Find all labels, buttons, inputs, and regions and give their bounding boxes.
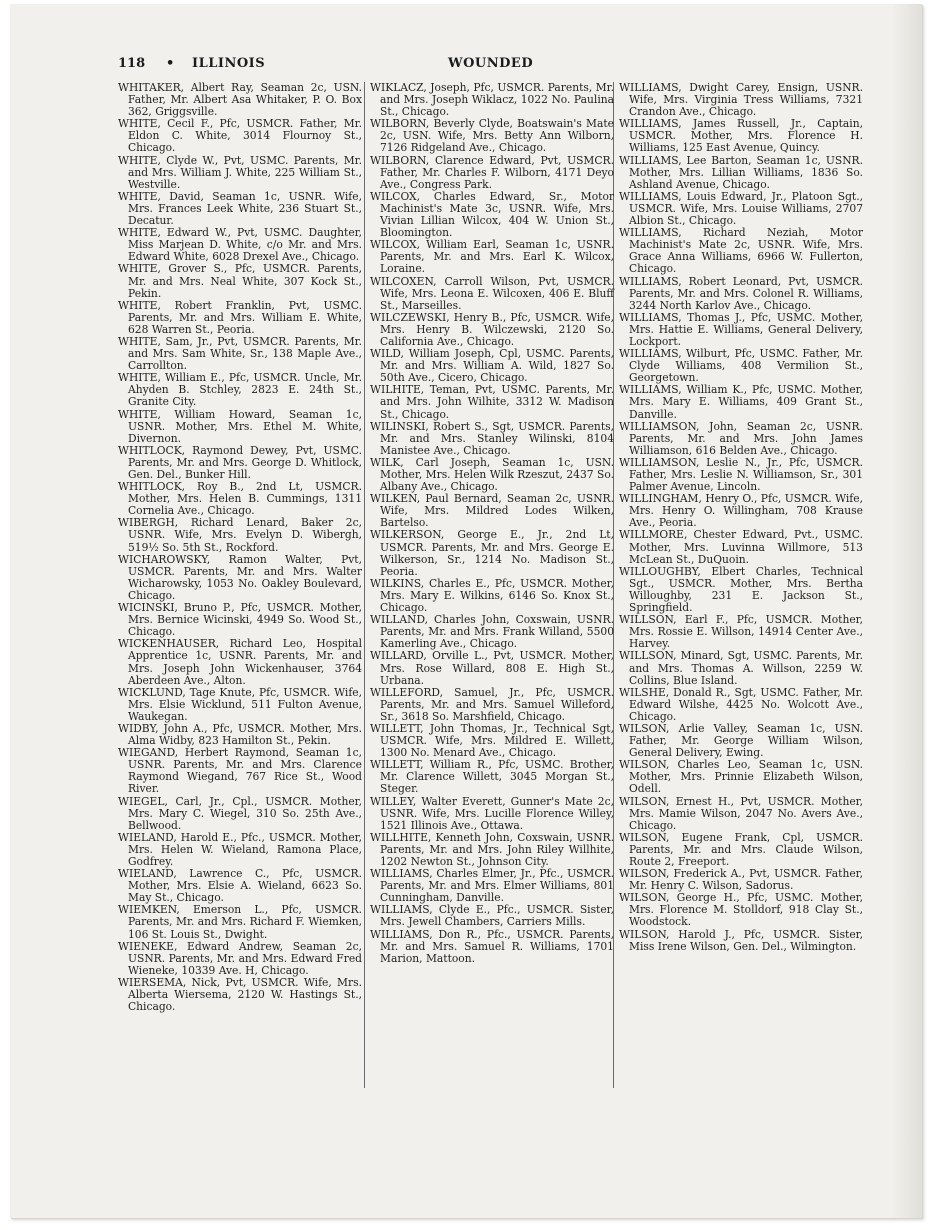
list-entry: WHITE, Clyde W., Pvt, USMC. Parents, Mr. and Mrs. William J. White, 225 William St., Westville. — [118, 153, 362, 191]
page-number: 118 — [118, 56, 146, 71]
list-entry: WIEGAND, Herbert Raymond, Seaman 1c, USNR. Parents, Mr. and Mrs. Clarence Raymond Wiegand, 767 Rice St., Wood River. — [118, 746, 362, 796]
list-entry: WHITE, Sam, Jr., Pvt, USMCR. Parents, Mr. and Mrs. Sam White, Sr., 138 Maple Ave., Carrollton. — [118, 334, 362, 373]
page-header — [118, 56, 870, 78]
list-entry: WILCZEWSKI, Henry B., Pfc, USMCR. Wife, Mrs. Henry B. Wilczewski, 2120 So. California Ave., Chicago. — [370, 310, 614, 348]
column-divider-1 — [364, 82, 365, 1088]
list-entry: WILLIAMS, James Russell, Jr., Captain, USMCR. Mother, Mrs. Florence H. Williams, 125 East Avenue, Quincy. — [619, 117, 863, 155]
list-entry: WHITE, Robert Franklin, Pvt, USMC. Parents, Mr. and Mrs. William E. White, 628 Warren St., Peoria. — [118, 298, 362, 336]
list-entry: WHITE, William E., Pfc, USMCR. Uncle, Mr. Ahyden B. Stchley, 2823 E. 24th St., Granite City. — [118, 371, 362, 409]
list-entry: WILLIAMS, Richard Neziah, Motor Machinist's Mate 2c, USNR. Wife, Mrs. Grace Anna Williams, 6966 W. Fullerton, Chicago. — [619, 226, 863, 276]
list-entry: WILLEY, Walter Everett, Gunner's Mate 2c, USNR. Wife, Mrs. Lucille Florence Willey, 1521 Illinois Ave., Ottawa. — [370, 794, 614, 832]
list-entry: WILLAND, Charles John, Coxswain, USNR. Parents, Mr. and Mrs. Frank Willand, 5500 Kamerling Ave., Chicago. — [370, 613, 614, 651]
list-entry: WILLETT, John Thomas, Jr., Technical Sgt, USMCR. Wife, Mrs. Mildred E. Willett, 1300 No. Menard Ave., Chicago. — [370, 721, 614, 760]
list-entry: WILLARD, Orville L., Pvt, USMCR. Mother, Mrs. Rose Willard, 808 E. High St., Urbana. — [370, 649, 614, 687]
column-2 — [370, 82, 614, 965]
list-entry: WILLIAMS, Louis Edward, Jr., Platoon Sgt., USMCR. Wife, Mrs. Louise Williams, 2707 Albion St., Chicago. — [619, 189, 863, 228]
list-entry: WICKENHAUSER, Richard Leo, Hospital Apprentice 1c, USNR. Parents, Mr. and Mrs. Joseph John Wickenhauser, 3764 Aberdeen Ave., Alton. — [118, 637, 362, 687]
list-entry: WILLEFORD, Samuel, Jr., Pfc, USMCR. Parents, Mr. and Mrs. Samuel Willeford, Sr., 3618 So. Marshfield, Chicago. — [370, 685, 614, 723]
list-entry: WILLIAMS, Charles Elmer, Jr., Pfc., USMCR. Parents, Mr. and Mrs. Elmer Williams, 801 Cunningham, Danville. — [370, 867, 614, 905]
list-entry: WILK, Carl Joseph, Seaman 1c, USN. Mother, Mrs. Helen Wilk Rzeszut, 2437 So. Albany Ave., Chicago. — [370, 455, 614, 494]
list-entry: WILLIAMSON, Leslie N., Jr., Pfc, USMCR. Father, Mrs. Leslie N. Williamson, Sr., 301 Palmer Avenue, Lincoln. — [619, 455, 863, 494]
list-entry: WILLIAMS, Lee Barton, Seaman 1c, USNR. Mother, Mrs. Lillian Williams, 1836 So. Ashland Avenue, Chicago. — [619, 153, 863, 191]
list-entry: WILLIAMS, Dwight Carey, Ensign, USNR. Wife, Mrs. Virginia Tress Williams, 7321 Crandon Ave., Chicago. — [619, 81, 863, 119]
list-entry: WILLSON, Minard, Sgt, USMC. Parents, Mr. and Mrs. Thomas A. Willson, 2259 W. Collins, Blue Island. — [619, 649, 863, 687]
list-entry: WIDBY, John A., Pfc, USMCR. Mother, Mrs. Alma Widby, 823 Hamilton St., Pekin. — [118, 721, 362, 748]
header-bullet: • — [166, 56, 175, 71]
list-entry: WILSON, Arlie Valley, Seaman 1c, USN. Father, Mr. George William Wilson, General Delivery, Ewing. — [619, 721, 863, 760]
list-entry: WILCOX, William Earl, Seaman 1c, USNR. Parents, Mr. and Mrs. Earl K. Wilcox, Loraine. — [370, 238, 614, 276]
state-name: ILLINOIS — [192, 56, 266, 71]
list-entry: WILLHITE, Kenneth John, Coxswain, USNR. Parents, Mr. and Mrs. John Riley Willhite, 1202 Newton St., Johnson City. — [370, 830, 614, 868]
list-entry: WILSHE, Donald R., Sgt, USMC. Father, Mr. Edward Wilshe, 4425 No. Wolcott Ave., Chicago. — [619, 685, 863, 723]
list-entry: WHITE, Grover S., Pfc, USMCR. Parents, Mr. and Mrs. Neal White, 307 Kock St., Pekin. — [118, 262, 362, 300]
list-entry: WILLIAMS, Robert Leonard, Pvt, USMCR. Parents, Mr. and Mrs. Colonel R. Williams, 3244 North Karlov Ave., Chicago. — [619, 274, 863, 312]
list-entry: WILSON, Ernest H., Pvt, USMCR. Mother, Mrs. Mamie Wilson, 2047 No. Avers Ave., Chicago. — [619, 794, 863, 832]
list-entry: WIBERGH, Richard Lenard, Baker 2c, USNR. Wife, Mrs. Evelyn D. Wibergh, 519½ So. 5th St., Rockford. — [118, 516, 362, 554]
list-entry: WICINSKI, Bruno P., Pfc, USMCR. Mother, Mrs. Bernice Wicinski, 4949 So. Wood St., Chicago. — [118, 601, 362, 639]
list-entry: WILLIAMSON, John, Seaman 2c, USNR. Parents, Mr. and Mrs. John James Williamson, 616 Belden Ave., Chicago. — [619, 419, 863, 457]
list-entry: WIENEKE, Edward Andrew, Seaman 2c, USNR. Parents, Mr. and Mrs. Edward Fred Wieneke, 10339 Ave. H, Chicago. — [118, 939, 362, 977]
list-entry: WILLETT, William R., Pfc, USMC. Brother, Mr. Clarence Willett, 3045 Morgan St., Steger. — [370, 758, 614, 796]
list-entry: WILCOXEN, Carroll Wilson, Pvt, USMCR. Wife, Mrs. Leona E. Wilcoxen, 406 E. Bluff St., Marseilles. — [370, 274, 614, 312]
list-entry: WIEMKEN, Emerson L., Pfc, USMCR. Parents, Mr. and Mrs. Richard F. Wiemken, 106 St. Louis St., Dwight. — [118, 903, 362, 941]
list-entry: WILINSKI, Robert S., Sgt, USMCR. Parents, Mr. and Mrs. Stanley Wilinski, 8104 Manistee Ave., Chicago. — [370, 419, 614, 457]
list-entry: WILCOX, Charles Edward, Sr., Motor Machinist's Mate 3c, USNR. Wife, Mrs. Vivian Lillian Wilcox, 404 W. Union St., Bloomington. — [370, 189, 614, 240]
list-entry: WILLIAMS, Thomas J., Pfc, USMC. Mother, Mrs. Hattie E. Williams, General Delivery, Lockport. — [619, 310, 863, 348]
list-entry: WILKERSON, George E., Jr., 2nd Lt, USMCR. Parents, Mr. and Mrs. George E. Wilkerson, Sr., 1214 No. Madison St., Peoria. — [370, 528, 614, 578]
list-entry: WILD, William Joseph, Cpl, USMC. Parents, Mr. and Mrs. William A. Wild, 1827 So. 50th Ave., Cicero, Chicago. — [370, 347, 614, 385]
list-entry: WILLMORE, Chester Edward, Pvt., USMC. Mother, Mrs. Luvinna Willmore, 513 McLean St., DuQuoin. — [619, 528, 863, 566]
list-entry: WICKLUND, Tage Knute, Pfc, USMCR. Wife, Mrs. Elsie Wicklund, 511 Fulton Avenue, Waukegan. — [118, 685, 362, 723]
list-entry: WILSON, George H., Pfc, USMC. Mother, Mrs. Florence M. Stolldorf, 918 Clay St., Woodstock. — [619, 891, 863, 929]
list-entry: WILHITE, Teman, Pvt, USMC. Parents, Mr. and Mrs. John Wilhite, 3312 W. Madison St., Chicago. — [370, 383, 614, 421]
list-entry: WILLIAMS, William K., Pfc, USMC. Mother, Mrs. Mary E. Williams, 409 Grant St., Danville. — [619, 383, 863, 421]
list-entry: WILBORN, Beverly Clyde, Boatswain's Mate 2c, USN. Wife, Mrs. Betty Ann Wilborn, 7126 Ridgeland Ave., Chicago. — [370, 117, 614, 155]
list-entry: WILLIAMS, Clyde E., Pfc., USMCR. Sister, Mrs. Jewell Chambers, Carriers Mills. — [370, 903, 614, 929]
column-3 — [619, 82, 863, 953]
list-entry: WHITE, Cecil F., Pfc, USMCR. Father, Mr. Eldon C. White, 3014 Flournoy St., Chicago. — [118, 117, 362, 155]
list-entry: WHITLOCK, Raymond Dewey, Pvt, USMC. Parents, Mr. and Mrs. George D. Whitlock, Gen. Del., Bunker Hill. — [118, 443, 362, 481]
list-entry: WIKLACZ, Joseph, Pfc, USMCR. Parents, Mr. and Mrs. Joseph Wiklacz, 1022 No. Paulina St., Chicago. — [370, 81, 614, 119]
list-entry: WILBORN, Clarence Edward, Pvt, USMCR. Father, Mr. Charles F. Wilborn, 4171 Deyo Ave., Congress Park. — [370, 153, 614, 191]
list-entry: WIELAND, Harold E., Pfc., USMCR. Mother, Mrs. Helen W. Wieland, Ramona Place, Godfrey. — [118, 830, 362, 868]
list-entry: WIELAND, Lawrence C., Pfc, USMCR. Mother, Mrs. Elsie A. Wieland, 6623 So. May St., Chicago. — [118, 867, 362, 905]
list-entry: WILSON, Frederick A., Pvt, USMCR. Father, Mr. Henry C. Wilson, Sadorus. — [619, 867, 863, 893]
list-entry: WILKEN, Paul Bernard, Seaman 2c, USNR. Wife, Mrs. Mildred Lodes Wilken, Bartelso. — [370, 492, 614, 530]
list-entry: WIERSEMA, Nick, Pvt, USMCR. Wife, Mrs. Alberta Wiersema, 2120 W. Hastings St., Chicago. — [118, 975, 362, 1014]
page-edge-shading — [892, 4, 922, 1218]
list-entry: WHITAKER, Albert Ray, Seaman 2c, USN. Father, Mr. Albert Asa Whitaker, P. O. Box 362, Griggsville. — [118, 81, 362, 119]
list-entry: WHITE, Edward W., Pvt, USMC. Daughter, Miss Marjean D. White, c/o Mr. and Mrs. Edward White, 6028 Drexel Ave., Chicago. — [118, 226, 362, 264]
list-entry: WILSON, Charles Leo, Seaman 1c, USN. Mother, Mrs. Prinnie Elizabeth Wilson, Odell. — [619, 758, 863, 796]
list-entry: WILLINGHAM, Henry O., Pfc, USMCR. Wife, Mrs. Henry O. Willingham, 708 Krause Ave., Peoria. — [619, 492, 863, 530]
column-1 — [118, 82, 362, 1013]
list-entry: WILKINS, Charles E., Pfc, USMCR. Mother, Mrs. Mary E. Wilkins, 6146 So. Knox St., Chicago. — [370, 576, 614, 615]
list-entry: WILLIAMS, Wilburt, Pfc, USMC. Father, Mr. Clyde Williams, 408 Vermilion St., Georgetown. — [619, 347, 863, 385]
list-entry: WILLIAMS, Don R., Pfc., USMCR. Parents, Mr. and Mrs. Samuel R. Williams, 1701 Marion, Mattoon. — [370, 927, 614, 965]
list-entry: WHITLOCK, Roy B., 2nd Lt, USMCR. Mother, Mrs. Helen B. Cummings, 1311 Cornelia Ave., Chicago. — [118, 480, 362, 518]
section-title: WOUNDED — [448, 56, 534, 71]
list-entry: WILSON, Harold J., Pfc, USMCR. Sister, Miss Irene Wilson, Gen. Del., Wilmington. — [619, 927, 863, 953]
list-entry: WIEGEL, Carl, Jr., Cpl., USMCR. Mother, Mrs. Mary C. Wiegel, 310 So. 25th Ave., Bellwood. — [118, 794, 362, 832]
list-entry: WHITE, David, Seaman 1c, USNR. Wife, Mrs. Frances Leek White, 236 Stuart St., Decatur. — [118, 189, 362, 228]
list-entry: WILLOUGHBY, Elbert Charles, Technical Sgt., USMCR. Mother, Mrs. Bertha Willoughby, 231 E. Jackson St., Springfield. — [619, 564, 863, 615]
list-entry: WILLSON, Earl F., Pfc, USMCR. Mother, Mrs. Rossie E. Willson, 14914 Center Ave., Harvey. — [619, 613, 863, 651]
list-entry: WICHAROWSKY, Ramon Walter, Pvt, USMCR. Parents, Mr. and Mrs. Walter Wicharowsky, 1053 No. Oakley Boulevard, Chicago. — [118, 552, 362, 602]
list-entry: WHITE, William Howard, Seaman 1c, USNR. Mother, Mrs. Ethel M. White, Divernon. — [118, 407, 362, 445]
list-entry: WILSON, Eugene Frank, Cpl, USMCR. Parents, Mr. and Mrs. Claude Wilson, Route 2, Freeport. — [619, 830, 863, 868]
